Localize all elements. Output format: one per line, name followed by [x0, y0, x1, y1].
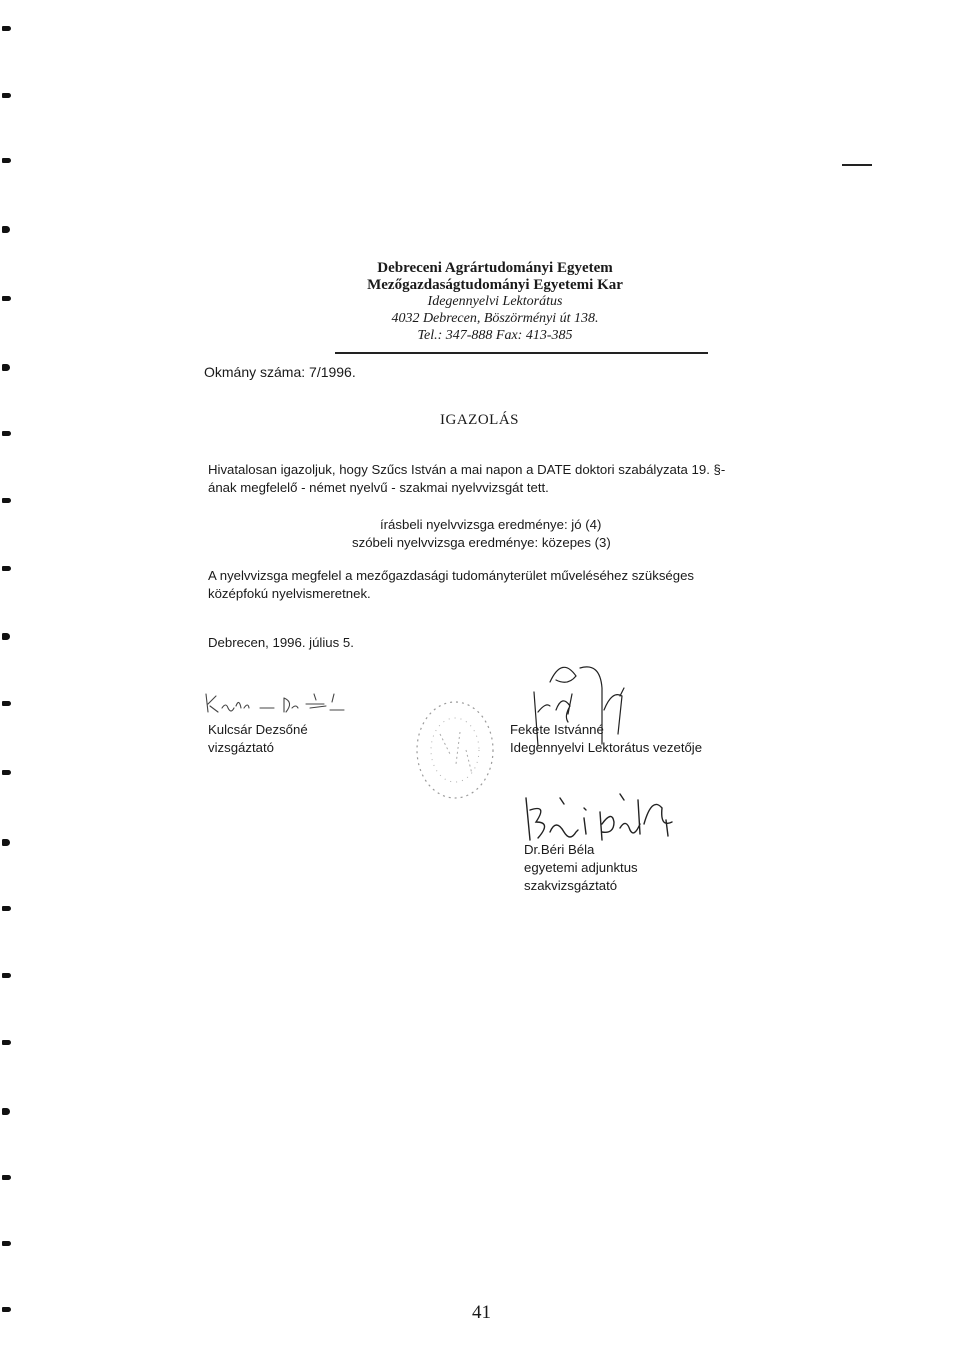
head-role: Idegennyelvi Lektorátus vezetője [510, 740, 703, 755]
signature-kulcsar [200, 684, 350, 718]
binding-mark [2, 1108, 10, 1115]
body-line-2: ának megfelelő - német nyelvű - szakmai nyelvvizsgát tett. [208, 480, 549, 495]
binding-mark [2, 1241, 11, 1246]
binding-mark [2, 701, 11, 706]
binding-mark [2, 226, 10, 233]
conclusion-line-1: A nyelvvizsga megfelel a mezőgazdasági tudományterület műveléséhez szükséges [208, 568, 695, 583]
head-name: Fekete Istvánné [510, 722, 604, 737]
binding-mark [2, 770, 11, 775]
written-exam-result: írásbeli nyelvvizsga eredménye: jó (4) [380, 517, 602, 532]
binding-mark [2, 93, 11, 98]
document-title: IGAZOLÁS [440, 412, 519, 428]
conclusion-line-2: középfokú nyelvismeretnek. [208, 586, 371, 601]
place-date: Debrecen, 1996. július 5. [208, 635, 354, 650]
signature-fekete [520, 652, 640, 752]
letterhead-rule [335, 352, 708, 354]
examiner1-name: Kulcsár Dezsőné [208, 722, 308, 737]
binding-mark [2, 1040, 11, 1045]
document-number: Okmány száma: 7/1996. [204, 364, 356, 380]
binding-mark [2, 296, 11, 301]
binding-mark [2, 431, 11, 436]
examiner2-role2: szakvizsgáztató [524, 878, 618, 893]
binding-mark [2, 566, 11, 571]
binding-mark [2, 973, 11, 978]
binding-mark [2, 839, 10, 846]
binding-mark [2, 633, 10, 640]
letterhead-department: Idegennyelvi Lektorátus [427, 294, 563, 309]
binding-mark [2, 1307, 11, 1312]
oral-exam-result: szóbeli nyelvvizsga eredménye: közepes (3) [352, 535, 611, 550]
letterhead-address: 4032 Debrecen, Böszörményi út 138. [391, 311, 599, 326]
letterhead-contact: Tel.: 347-888 Fax: 413-385 [417, 328, 573, 343]
binding-mark [2, 26, 11, 31]
official-stamp [410, 694, 500, 806]
examiner1-role: vizsgáztató [208, 740, 274, 755]
letterhead-university: Debreceni Agrártudományi Egyetem [377, 260, 613, 276]
binding-mark [2, 364, 10, 371]
binding-mark [2, 906, 11, 911]
signature-beri [520, 790, 680, 848]
letterhead-faculty: Mezőgazdaságtudományi Egyetemi Kar [367, 277, 623, 293]
page-number: 41 [472, 1302, 491, 1323]
examiner2-name: Dr.Béri Béla [524, 842, 595, 857]
binding-mark [2, 158, 11, 163]
binding-mark [2, 1175, 11, 1180]
binding-mark [2, 498, 11, 503]
examiner2-role1: egyetemi adjunktus [524, 860, 638, 875]
body-line-1: Hivatalosan igazoljuk, hogy Szűcs István a mai napon a DATE doktori szabályzata 19. §- [208, 462, 726, 477]
corner-dash [842, 164, 872, 166]
